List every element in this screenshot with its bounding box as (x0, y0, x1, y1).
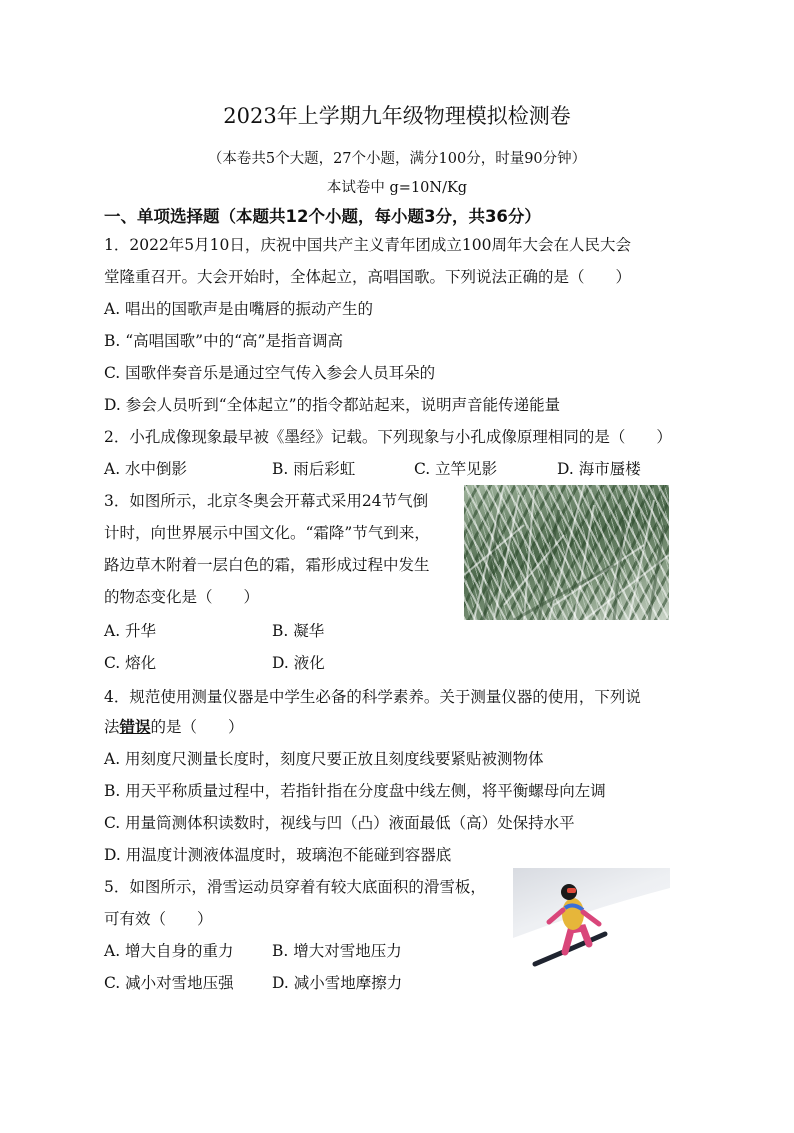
frost-grass-illustration (464, 485, 669, 620)
option-a: A. 水中倒影 (104, 460, 188, 478)
question-text: 的是（ ） (150, 718, 244, 736)
option-c: C. 减小对雪地压强 (104, 974, 234, 992)
question-text: 计时，向世界展示中国文化。“霜降”节气到来， (104, 524, 430, 542)
question-text: 1．2022年5月10日，庆祝中国共产主义青年团成立100周年大会在人民大会 (104, 236, 631, 254)
question-text: 路边草木附着一层白色的霜，霜形成过程中发生 (104, 556, 430, 574)
question-text: 可有效（ ） (104, 910, 213, 928)
option-d: D. 海市蜃楼 (557, 460, 641, 478)
option-b: B. “高唱国歌”中的“高”是指音调高 (104, 332, 343, 350)
option-c: C. 国歌伴奏音乐是通过空气传入参会人员耳朵的 (104, 364, 436, 382)
option-c: C. 立竿见影 (414, 460, 498, 478)
option-a: A. 增大自身的重力 (104, 942, 234, 960)
option-b: B. 用天平称质量过程中，若指针指在分度盘中线左侧，将平衡螺母向左调 (104, 782, 606, 800)
section-heading: 一、单项选择题（本题共12个小题，每小题3分，共36分） (104, 207, 541, 226)
question-text: 堂隆重召开。大会开始时，全体起立，高唱国歌。下列说法正确的是（ ） (104, 268, 632, 286)
question-text-line-2 (104, 715, 244, 737)
option-b: B. 增大对雪地压力 (272, 942, 402, 960)
frost-grass-photo (464, 485, 669, 620)
option-d: D. 液化 (272, 654, 325, 672)
question-text: 3．如图所示，北京冬奥会开幕式采用24节气倒 (104, 492, 429, 510)
question-text: 法 (104, 718, 120, 736)
question-text: 5．如图所示，滑雪运动员穿着有较大底面积的滑雪板， (104, 878, 486, 896)
option-b: B. 雨后彩虹 (272, 460, 356, 478)
option-b: B. 凝华 (272, 622, 325, 640)
option-d: D. 减小雪地摩擦力 (272, 974, 403, 992)
question-text: 的物态变化是（ ） (104, 588, 260, 606)
question-text: 2．小孔成像现象最早被《墨经》记载。下列现象与小孔成像原理相同的是（ ） (104, 428, 672, 446)
option-c: C. 熔化 (104, 654, 157, 672)
snowboarder-photo (513, 868, 670, 972)
snowboarder-illustration (513, 868, 670, 972)
page-title: 2023年上学期九年级物理模拟检测卷 (223, 104, 571, 128)
gravity-note: 本试卷中 g=10N/Kg (326, 180, 468, 196)
option-d: D. 参会人员听到“全体起立”的指令都站起来，说明声音能传递能量 (104, 396, 561, 414)
option-c: C. 用量筒测体积读数时，视线与凹（凸）液面最低（高）处保持水平 (104, 814, 575, 832)
option-a: A. 升华 (104, 622, 157, 640)
exam-info: （本卷共5个大题，27个小题，满分100分，时量90分钟） (207, 151, 587, 167)
option-a: A. 用刻度尺测量长度时，刻度尺要正放且刻度线要紧贴被测物体 (104, 750, 544, 768)
option-a: A. 唱出的国歌声是由嘴唇的振动产生的 (104, 300, 374, 318)
question-text: 4．规范使用测量仪器是中学生必备的科学素养。关于测量仪器的使用，下列说 (104, 688, 641, 706)
emphasis-word: 错误 (119, 717, 151, 736)
option-d: D. 用温度计测液体温度时，玻璃泡不能碰到容器底 (104, 846, 452, 864)
